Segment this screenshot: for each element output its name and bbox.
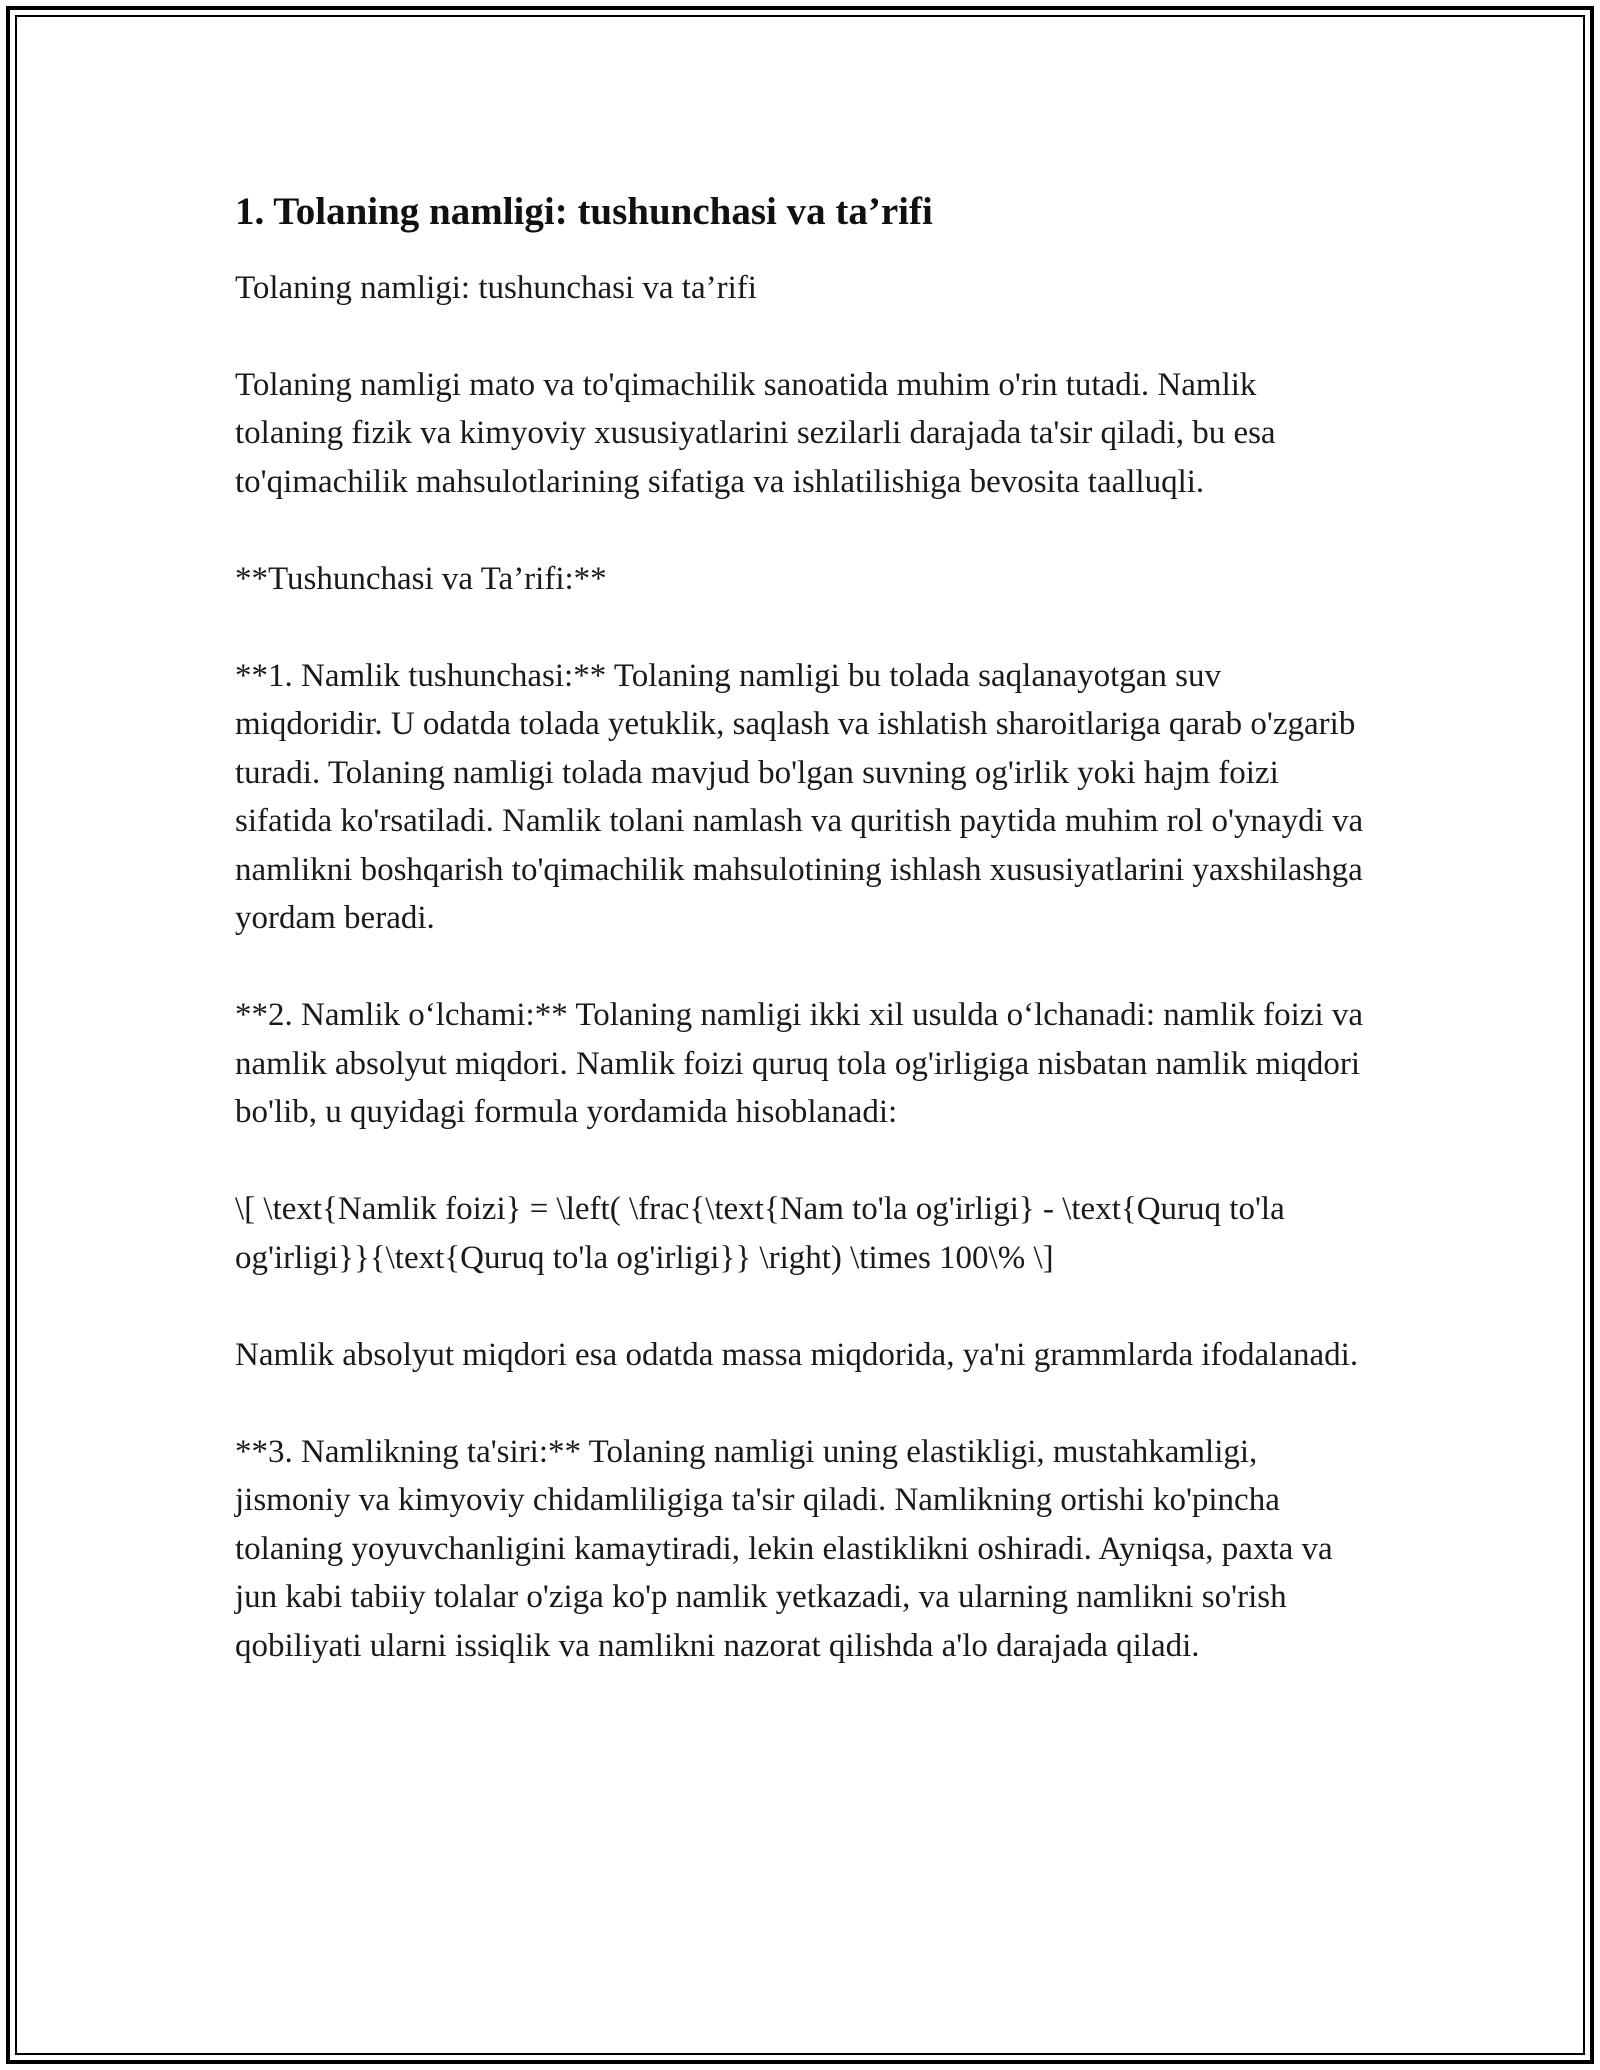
paragraph-intro: Tolaning namligi mato va to'qimachilik sanoatida muhim o'rin tutadi. Namlik tolaning fizik va kimyoviy xususiyatlarini sezilarli darajada ta'sir qiladi, bu esa to'qimachilik mahsulotlarining sifatiga va ishlatilishiga bevosita taalluqli. xyxy=(235,366,1276,500)
paragraph-namlik-olchami: **2. Namlik o‘lchami:** Tolaning namligi ikki xil usulda o‘lchanadi: namlik foizi va namlik absolyut miqdori. Namlik foizi quruq tola og'irligiga nisbatan namlik miqdori bo'lib, u quyidagi formula yordamida hisoblanadi: xyxy=(235,997,1364,1130)
document-body xyxy=(235,186,1365,1719)
paragraph-formula: \[ \text{Namlik foizi} = \left( \frac{\text{Nam to'la og'irligi} - \text{Quruq to'la og'irligi}}{\text{Quruq to'la og'irligi}} \right) \times 100\% \] xyxy=(235,1191,1285,1276)
paragraph-subtitle: Tolaning namligi: tushunchasi va ta’rifi xyxy=(235,270,757,306)
paragraph-namlik-tushunchasi: **1. Namlik tushunchasi:** Tolaning namligi bu tolada saqlanayotgan suv miqdoridir. U odatda tolada yetuklik, saqlash va ishlatish sharoitlariga qarab o'zgarib turadi. Tolaning namligi tolada mavjud bo'lgan suvning og'irlik yoki hajm foizi sifatida ko'rsatiladi. Namlik tolani namlash va quritish paytida muhim rol o'ynaydi va namlikni boshqarish to'qimachilik mahsulotining ishlash xususiyatlarini yaxshilashga yordam beradi. xyxy=(235,657,1364,936)
paragraph-namlik-tasiri: **3. Namlikning ta'siri:** Tolaning namligi uning elastikligi, mustahkamligi, jismoniy va kimyoviy chidamliligiga ta'sir qiladi. Namlikning ortishi ko'pincha tolaning yoyuvchanligini kamaytiradi, lekin elastiklikni oshiradi. Ayniqsa, paxta va jun kabi tabiiy tolalar o'ziga ko'p namlik yetkazadi, va ularning namlikni so'rish qobiliyati ularni issiqlik va namlikni nazorat qilishda a'lo darajada qiladi. xyxy=(235,1433,1333,1664)
paragraph-absolyut-miqdor: Namlik absolyut miqdori esa odatda massa miqdorida, ya'ni grammlarda ifodalanadi. xyxy=(235,1336,1359,1373)
document-title: 1. Tolaning namligi: tushunchasi va ta’rifi xyxy=(235,190,933,233)
paragraph-section-heading: **Tushunchasi va Ta’rifi:** xyxy=(235,560,607,597)
